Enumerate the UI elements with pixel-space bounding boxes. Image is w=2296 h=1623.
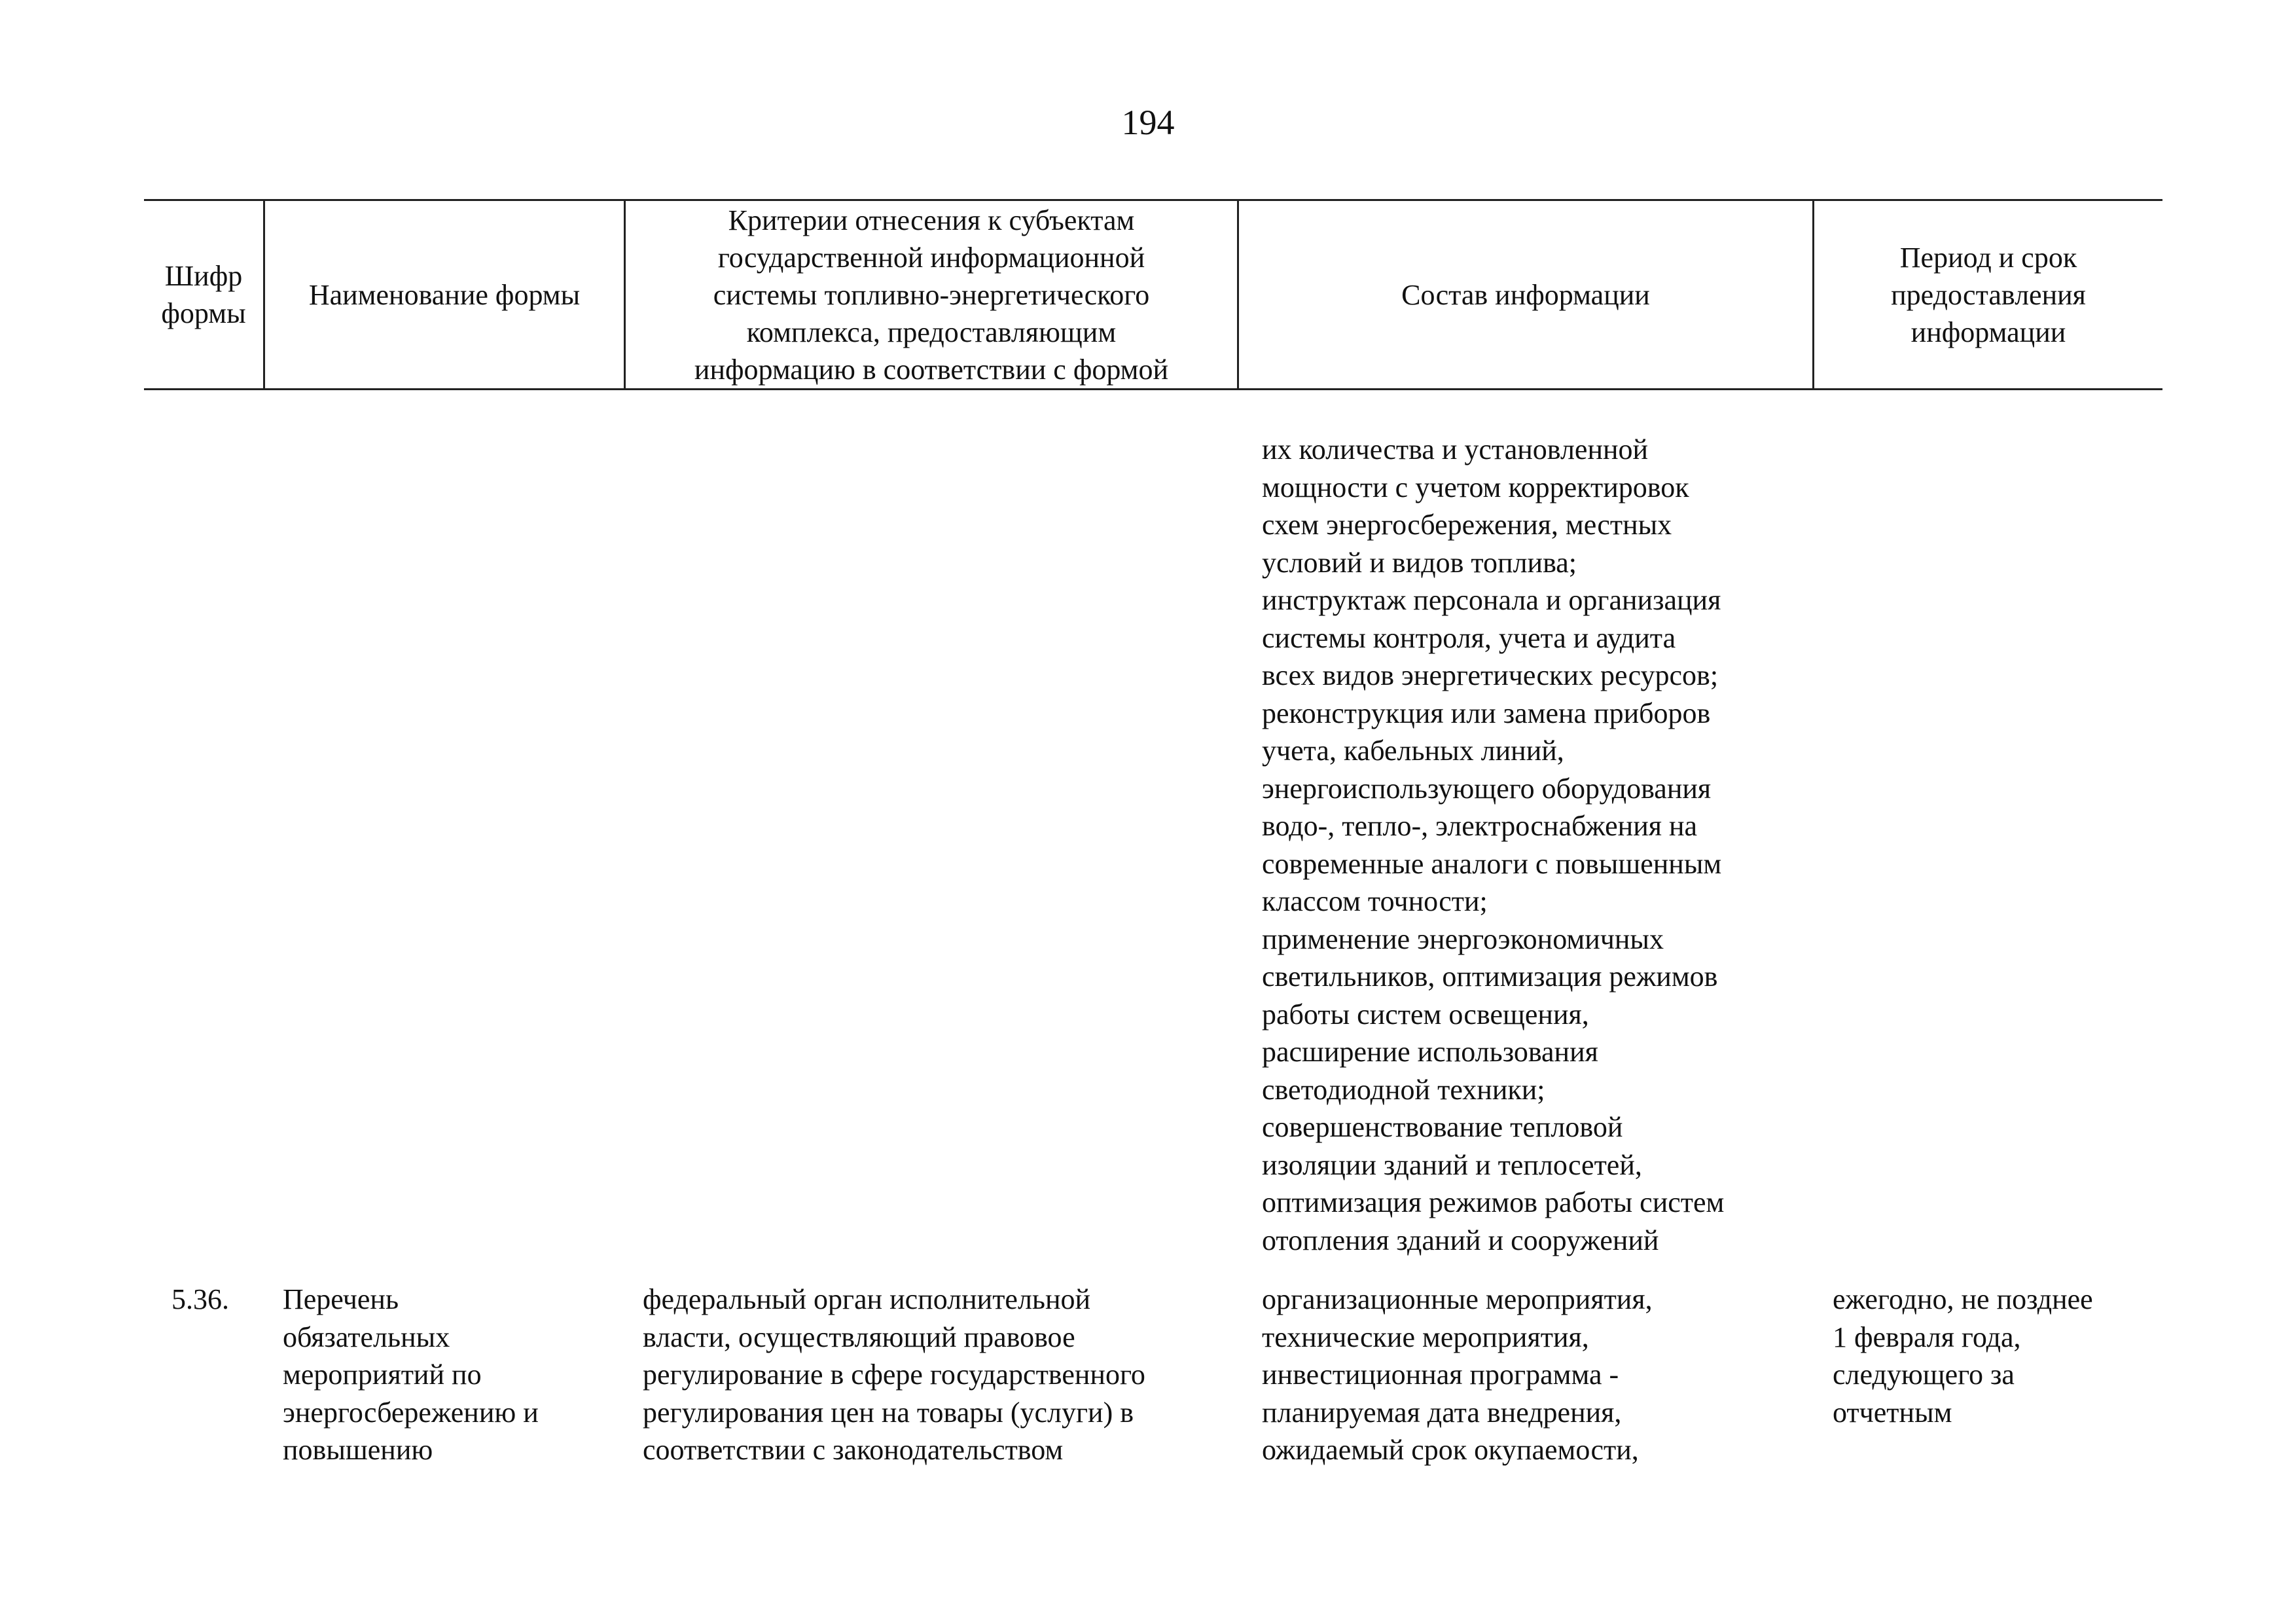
continued-content-cell: их количества и установленной мощности с учетом корректировок схем энергосбережения, местных условий и видов топлива; инструктаж персонала и организация системы контроля, учета и аудита всех видов энергетических ресурсов; реконструкция или замена приборов учета, кабельных линий, энергоиспользующего оборудования водо-, тепло-, электроснабжения на современные аналоги с повышенным классом точности; применение энергоэкономичных светильников, оптимизация режимов работы систем освещения, расширение использования светодиодной техники; совершенствование тепловой изоляции зданий и теплосетей, оптимизация режимов работы систем отопления зданий и сооружений: [1262, 433, 1725, 1256]
header-code: Шифр формы: [161, 260, 246, 329]
header-form-name: Наименование формы: [308, 278, 581, 311]
row-code: 5.36.: [171, 1283, 229, 1315]
page-number: 194: [1121, 103, 1175, 142]
row-content: организационные мероприятия, технические мероприятия, инвестиционная программа - планируемая дата внедрения, ожидаемый срок окупаемости,: [1262, 1283, 1653, 1466]
row-form-name: Перечень обязательных мероприятий по энергосбережению и повышению: [283, 1283, 539, 1466]
row-period: ежегодно, не позднее 1 февраля года, следующего за отчетным: [1833, 1283, 2093, 1429]
header-criteria: Критерии отнесения к субъектам государственной информационной системы топливно-энергетического комплекса, предоставляющим информацию в соответствии с формой: [694, 204, 1169, 386]
header-content: Состав информации: [1401, 278, 1650, 311]
table-header: [144, 199, 2162, 390]
row-criteria: федеральный орган исполнительной власти, осуществляющий правовое регулирование в сфере государственного регулирования цен на товары (услуги) в соответствии с законодательством: [643, 1283, 1145, 1466]
header-period: Период и срок предоставления информации: [1891, 241, 2086, 348]
